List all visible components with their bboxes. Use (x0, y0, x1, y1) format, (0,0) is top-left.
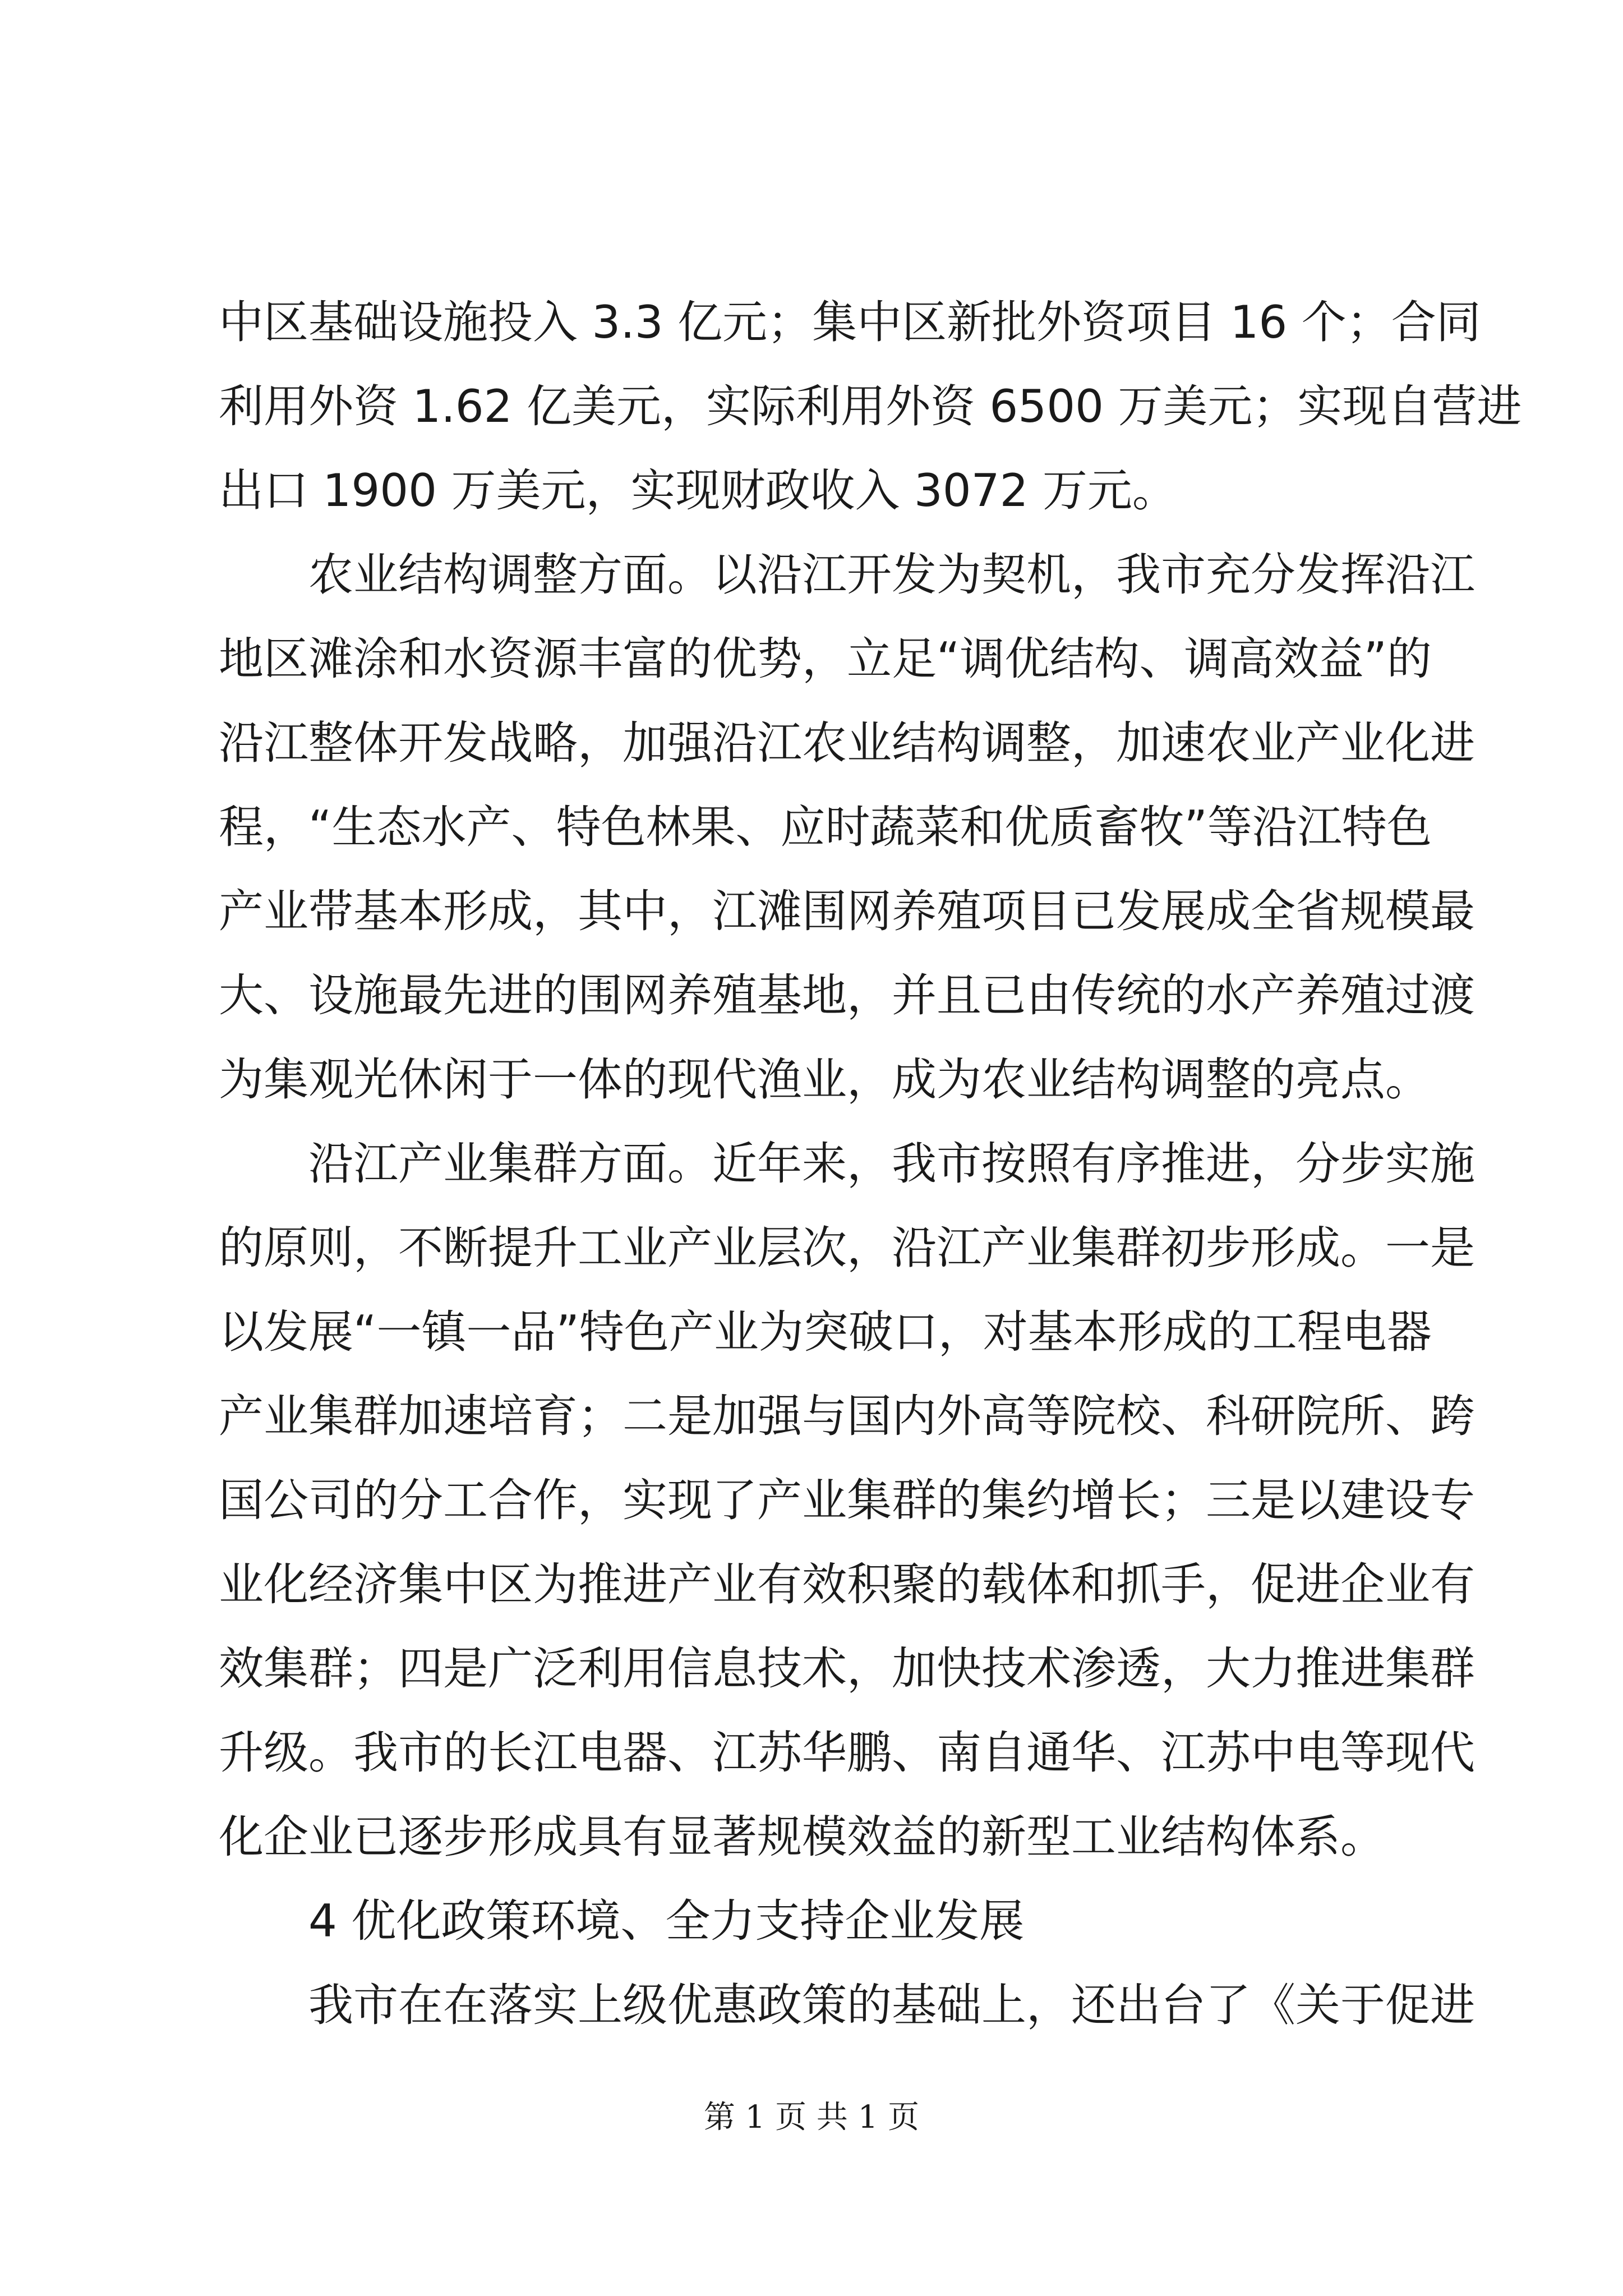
text-line: 沿江整体开发战略，加强沿江农业结构调整，加速农业产业化进 (219, 717, 1475, 769)
text-line: 程，“生态水产、特色林果、应时蔬菜和优质畜牧”等沿江特色 (219, 801, 1432, 853)
text-line: 升级。我市的长江电器、江苏华鹏、南自通华、江苏中电等现代 (219, 1727, 1475, 1779)
text-line: 产业带基本形成，其中，江滩围网养殖项目已发展成全省规模最 (219, 885, 1475, 937)
text-line: 以发展“一镇一品”特色产业为突破口，对基本形成的工程电器 (219, 1306, 1432, 1358)
section-heading-text: 4 优化政策环境、全力支持企业发展 (308, 1895, 1025, 1947)
text-line: 为集观光休闲于一体的现代渔业，成为农业结构调整的亮点。 (219, 1053, 1430, 1106)
text-line: 业化经济集中区为推进产业有效积聚的载体和抓手，促进企业有 (219, 1558, 1475, 1611)
text-line: 中区基础设施投入 3.3 亿元；集中区新批外资项目 16 个；合同 (219, 296, 1481, 348)
text-line: 产业集群加速培育；二是加强与国内外高等院校、科研院所、跨 (219, 1390, 1475, 1442)
text-line: 效集群；四是广泛利用信息技术，加快技术渗透，大力推进集群 (219, 1642, 1475, 1695)
page-footer (0, 2095, 1623, 2140)
paragraph (219, 1122, 1475, 1879)
section-heading (219, 1879, 1424, 1963)
text-line: 出口 1900 万美元，实现财政收入 3072 万元。 (219, 464, 1177, 517)
text-line: 化企业已逐步形成具有显著规模效益的新型工业结构体系。 (219, 1811, 1385, 1863)
text-line: 利用外资 1.62 亿美元，实际利用外资 6500 万美元；实现自营进 (219, 380, 1522, 432)
text-line: 农业结构调整方面。以沿江开发为契机，我市充分发挥沿江 (308, 549, 1475, 601)
text-line: 我市在在落实上级优惠政策的基础上，还出台了《关于促进 (308, 1979, 1475, 2031)
text-line: 国公司的分工合作，实现了产业集群的集约增长；三是以建设专 (219, 1474, 1475, 1526)
document-body (219, 280, 1522, 2047)
paragraph (219, 533, 1475, 1122)
text-line: 的原则，不断提升工业产业层次，沿江产业集群初步形成。一是 (219, 1222, 1475, 1274)
page-number: 第 1 页 共 1 页 (703, 2099, 920, 2136)
text-line: 地区滩涂和水资源丰富的优势，立足“调优结构、调高效益”的 (219, 633, 1432, 685)
paragraph (219, 280, 1522, 533)
text-line: 大、设施最先进的围网养殖基地，并且已由传统的水产养殖过渡 (219, 969, 1475, 1022)
text-line: 沿江产业集群方面。近年来，我市按照有序推进，分步实施 (308, 1138, 1475, 1190)
paragraph (219, 1963, 1475, 2047)
